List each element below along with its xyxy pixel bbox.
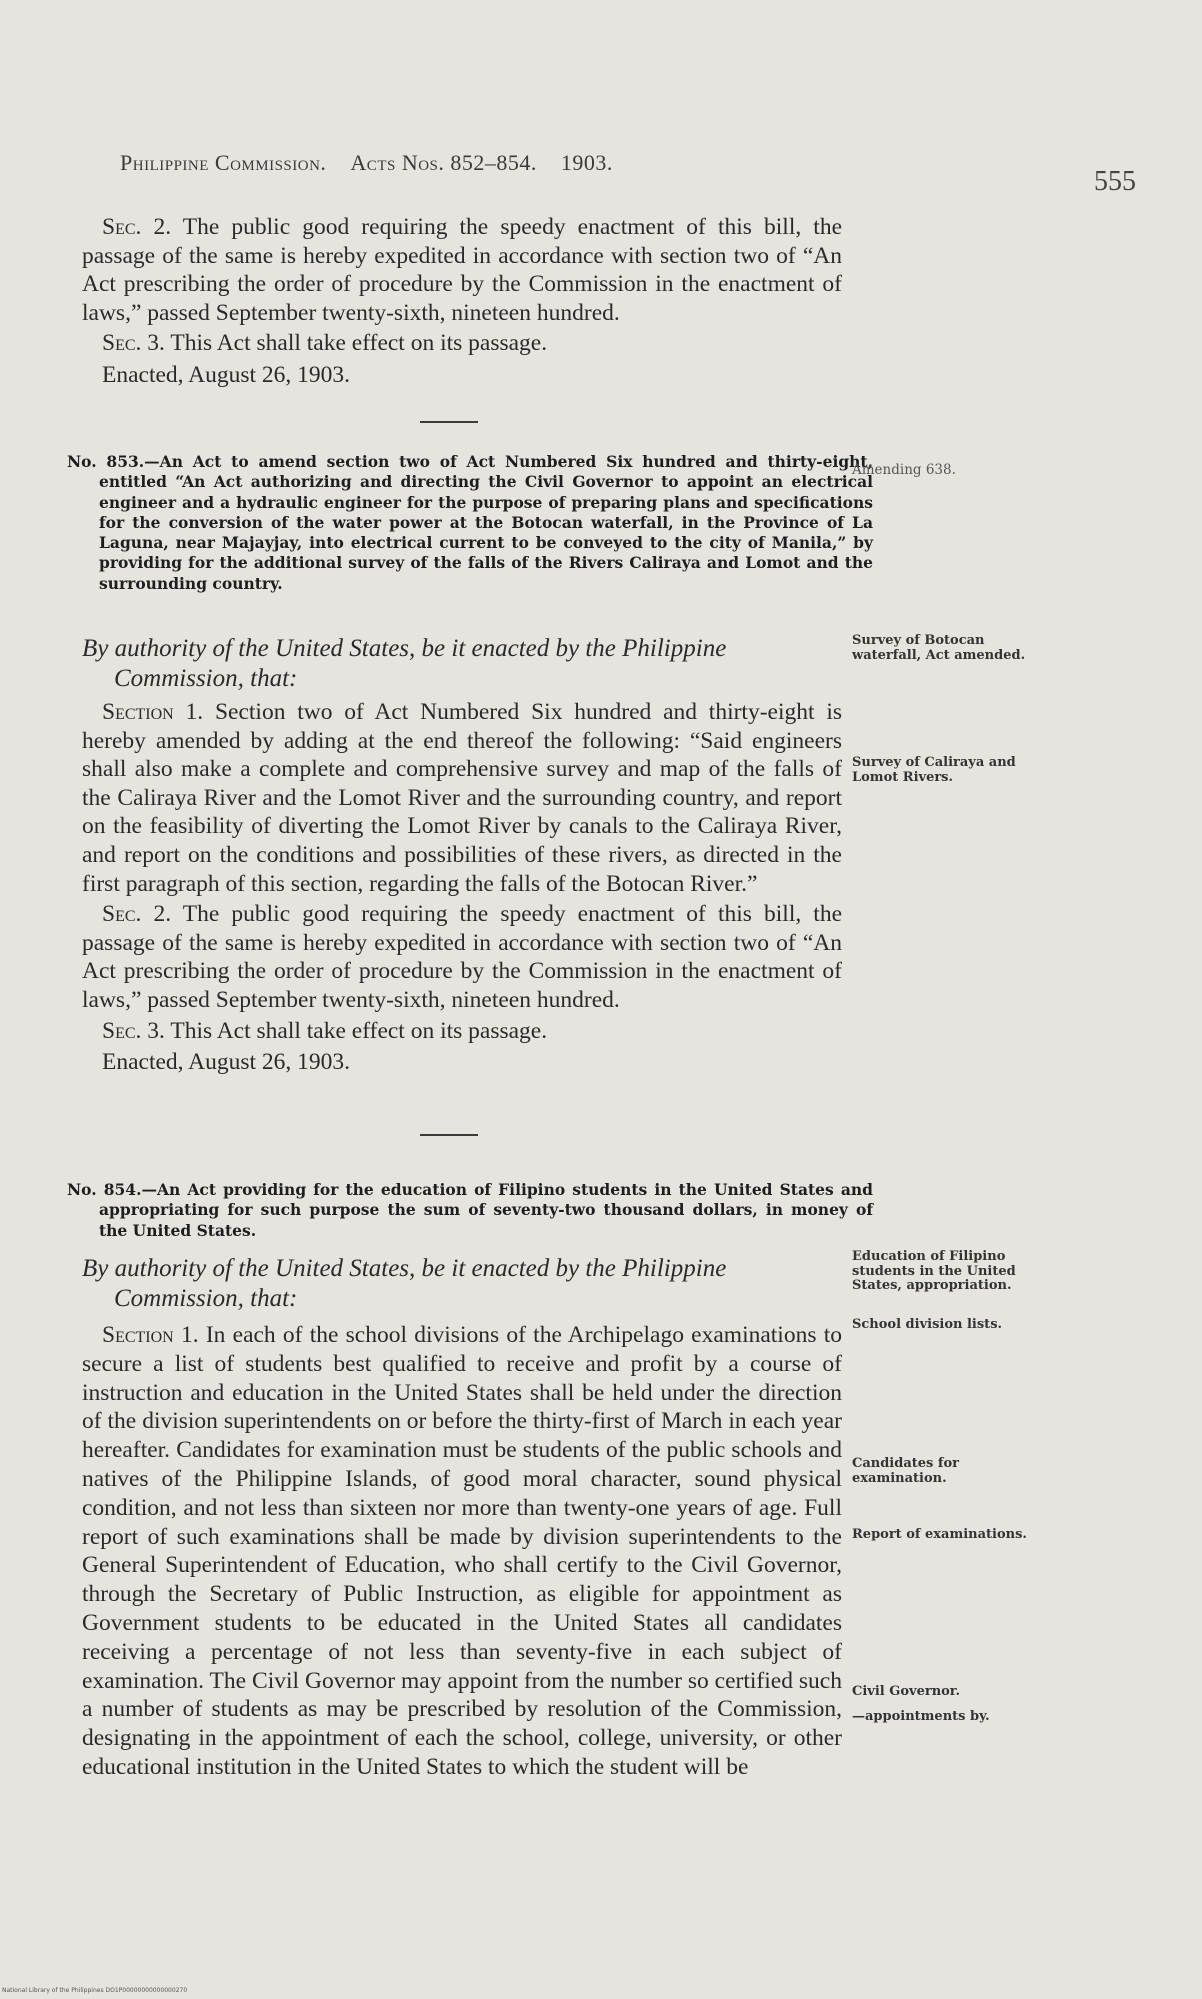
act852-section2 — [82, 213, 842, 390]
act-title: —An Act providing for the education of Filipino students in the United States and appropriating for such purpose the sum of seventy-two thousand dollars, in money of the United States. — [99, 1180, 873, 1240]
margin-note-survey-caliraya: Survey of Caliraya and Lomot Rivers. — [852, 755, 1016, 785]
margin-note-education: Education of Filipino students in the United States, appropriation. — [852, 1249, 1016, 1293]
section-text: Section two of Act Numbered Six hundred and thirty-eight is hereby amended by adding at the end thereof the following: “Said engineers shall also make a complete and comprehensive survey and map of the falls of the Caliraya River and the Lomot River and the surrounding country, and report on the feasibility of diverting the Lomot River by canals to the Caliraya River, and report on the conditions and possibilities of these rivers, as directed in the first paragraph of this section, regarding the falls of the Botocan River.” — [82, 699, 842, 897]
section-divider — [420, 1134, 478, 1136]
section-label: Section 1. — [102, 1322, 199, 1348]
act854-enacting-clause — [82, 1254, 842, 1314]
section-text: The public good requiring the speedy enactment of this bill, the passage of the same is hereby expedited in accordance with section two of “An Act prescribing the order of procedure by the Commission in the enactment of laws,” passed September twenty-sixth, nineteen hundred. — [82, 214, 843, 326]
enacted-date: Enacted, August 26, 1903. — [102, 1049, 351, 1076]
margin-note-appointments: —appointments by. — [852, 1709, 990, 1724]
margin-note-candidates: Candidates for examination. — [852, 1456, 959, 1486]
scan-footer: National Library of the Philippines DO1P00000000000000270 — [2, 1987, 188, 1994]
section-label: Sec. 2. — [102, 214, 172, 240]
enacted-date: Enacted, August 26, 1903. — [102, 361, 351, 388]
margin-note-report: Report of examinations. — [852, 1527, 1027, 1542]
section-text: The public good requiring the speedy enactment of this bill, the passage of the same is hereby expedited in accordance with section two of “An Act prescribing the order of procedure by the Commission in the enactment of laws,” passed September twenty-sixth, nineteen hundred. — [82, 901, 843, 1013]
section-label: Section 1. — [102, 699, 204, 725]
page-number: 555 — [1094, 166, 1136, 197]
act853-heading — [67, 452, 873, 594]
section-label: Sec. 2. — [102, 901, 172, 928]
running-head-year: 1903. — [560, 150, 613, 175]
enacting-line: Commission, that: — [114, 665, 298, 692]
act-title: —An Act to amend section two of Act Numbered Six hundred and thirty-eight, entitled “An Act authorizing and directing the Civil Governor to appoint an electrical engineer and a hydraulic engineer for the purpose of preparing plans and specifications for the conversion of the water power at the Botocan waterfall, in the Province of La Laguna, near Majayjay, into electrical current to be conveyed to the city of Manila,” by providing for the additional survey of the falls of the Rivers Caliraya and Lomot and the surrounding country. — [99, 452, 873, 593]
margin-note-school-division: School division lists. — [852, 1317, 1003, 1332]
running-head-acts: Acts Nos. 852–854. — [350, 150, 537, 175]
section-text: In each of the school divisions of the Archipelago examinations to secure a list of students best qualified to receive and profit by a course of instruction and education in the United States shall be held under the direction of the division superintendents on or before the thirty-first of March in each year hereafter. Candidates for examination must be students of the public schools and natives of the Philippine Islands, of good moral character, sound physical condition, and not less than sixteen nor more than twenty-one years of age. Full report of such examinations shall be made by division superintendents to the General Superintendent of Education, who shall certify to the Civil Governor, through the Secretary of Public Instruction, as eligible for appointment as Government students to be educated in the United States all candidates receiving a percentage of not less than seventy-five in each subject of examination. The Civil Governor may appoint from the number so certified such a number of students as may be prescribed by resolution of the Commission, designating in the appointment of each the school, college, university, or other educational institution in the United States to which the student will be — [82, 1322, 842, 1780]
section-label: Sec. 3. — [102, 330, 165, 357]
enacting-line: By authority of the United States, be it enacted by the Philippine — [82, 1255, 727, 1282]
act853-body — [82, 698, 842, 1077]
section-label: Sec. 3. — [102, 1017, 165, 1044]
enacting-line: By authority of the United States, be it enacted by the Philippine — [82, 635, 727, 662]
running-head — [120, 150, 613, 176]
margin-note-survey-botocan: Survey of Botocan waterfall, Act amended. — [852, 633, 1026, 663]
running-head-title: Philippine Commission. — [120, 150, 327, 175]
act854-heading — [67, 1180, 873, 1241]
act-number: No. 853. — [67, 452, 145, 471]
margin-note-civil-governor: Civil Governor. — [852, 1684, 960, 1699]
act853-enacting-clause — [82, 634, 842, 694]
enacting-line: Commission, that: — [114, 1285, 298, 1312]
margin-note-amending: Amending 638. — [852, 462, 956, 478]
act854-body — [82, 1321, 842, 1782]
section-divider — [420, 421, 478, 423]
act-number: No. 854. — [67, 1180, 142, 1199]
section-text: This Act shall take effect on its passage. — [170, 1017, 548, 1044]
section-text: This Act shall take effect on its passage. — [170, 330, 548, 357]
